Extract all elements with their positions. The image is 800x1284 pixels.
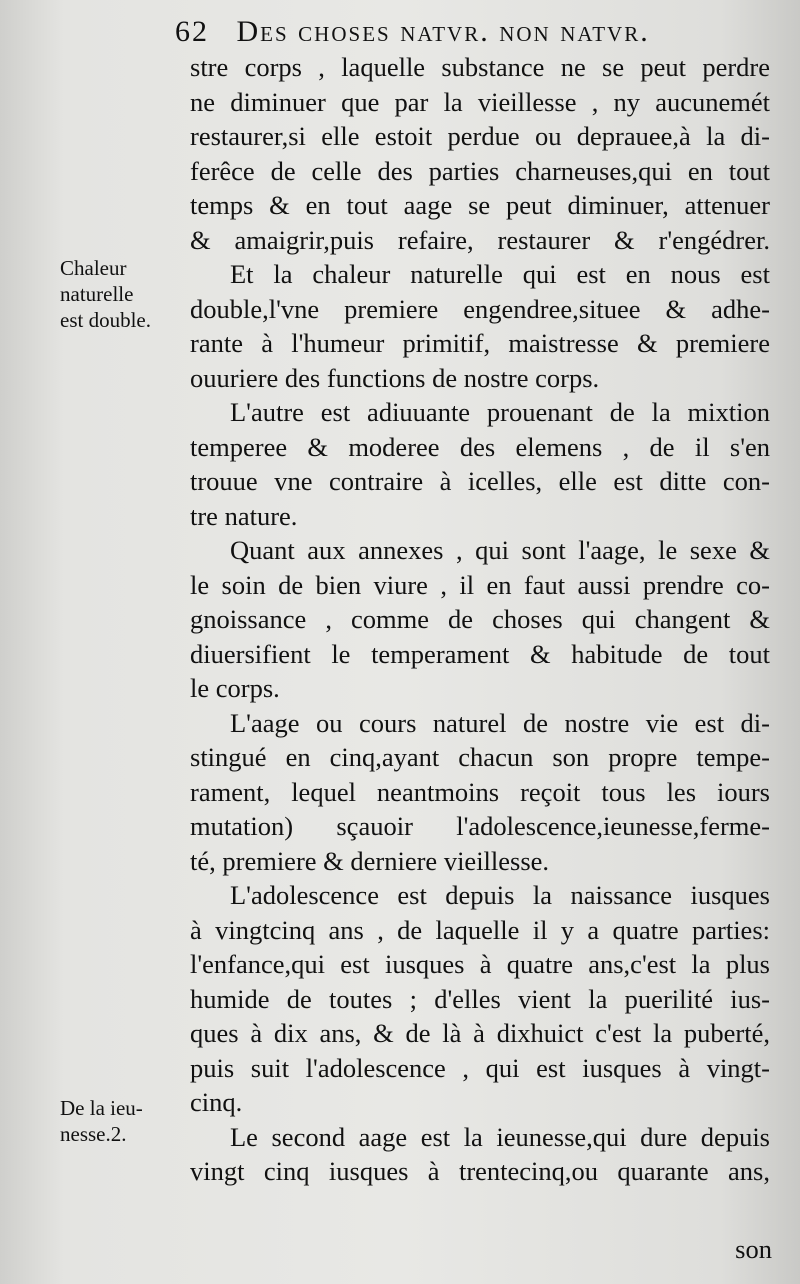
text-line: té, premiere & derniere vieillesse. [190,845,550,876]
text-line: Et la chaleur naturelle qui est en nous est [230,259,770,289]
text-line: restaurer,si elle estoit perdue ou deprauee,à la di- [190,121,770,151]
text-line: rament, lequel neantmoins reçoit tous les iours [190,776,770,807]
body-text [190,50,770,1189]
text-line: L'adolescence est depuis la naissance iusques [230,880,770,910]
text-line: & amaigrir,puis refaire, restaurer & r'engédrer. [190,224,770,255]
text-line: tre nature. [190,500,298,531]
text-line: gnoissance , comme de choses qui changent & [190,604,770,634]
text-line: temperee & moderee des elemens , de il s'en [190,431,770,462]
text-line: rante à l'humeur primitif, maistresse & premiere [190,328,770,358]
text-line: cinq. [190,1087,243,1117]
margin-note-line: nesse.2. [60,1122,127,1146]
text-line: ferêce de celle des parties charneuses,qui en tout [190,155,770,186]
catchword: son [735,1234,772,1264]
text-line: trouue vne contraire à icelles, elle est ditte con- [190,466,770,496]
text-line: le soin de bien viure , il en faut aussi prendre co- [190,569,770,600]
text-line: Le second aage est la ieunesse,qui dure depuis [230,1121,770,1152]
running-title: Des choses natvr. non natvr. [236,15,650,48]
text-line: puis suit l'adolescence , qui est iusques à vingt- [190,1052,770,1083]
margin-note-line: est double. [60,308,151,332]
margin-note-chaleur [60,255,185,333]
margin-note-line: Chaleur [60,256,127,280]
running-header [175,12,735,52]
text-line: temps & en tout aage se peut diminuer, attenuer [190,190,770,220]
text-line: diuersifient le temperament & habitude de tout [190,638,770,669]
text-line: stre corps , laquelle substance ne se peut perdre [190,52,770,82]
text-line: L'autre est adiuuante prouenant de la mixtion [230,397,770,427]
text-line: humide de toutes ; d'elles vient la puerilité ius- [190,983,770,1014]
text-line: le corps. [190,673,280,703]
text-line: vingt cinq iusques à trentecinq,ou quarante ans, [190,1156,770,1186]
text-line: ne diminuer que par la vieillesse , ny aucunemét [190,86,770,117]
text-line: l'enfance,qui est iusques à quatre ans,c'est la plus [190,949,770,979]
text-line: ouuriere des functions de nostre corps. [190,362,600,393]
text-line: à vingtcinq ans , de laquelle il y a quatre parties: [190,914,770,945]
text-line: double,l'vne premiere engendree,situee & adhe- [190,293,770,324]
page-number: 62 [175,15,209,48]
text-line: stingué en cinq,ayant chacun son propre tempe- [190,742,770,772]
margin-note-line: De la ieu- [60,1096,143,1120]
margin-note-ieunesse [60,1095,185,1147]
text-line: L'aage ou cours naturel de nostre vie est di- [230,707,770,738]
text-line: ques à dix ans, & de là à dixhuict c'est la puberté, [190,1018,770,1048]
text-line: Quant aux annexes , qui sont l'aage, le sexe & [230,535,770,565]
text-line: mutation) sçauoir l'adolescence,ieunesse,ferme- [190,811,770,841]
margin-note-line: naturelle [60,282,134,306]
